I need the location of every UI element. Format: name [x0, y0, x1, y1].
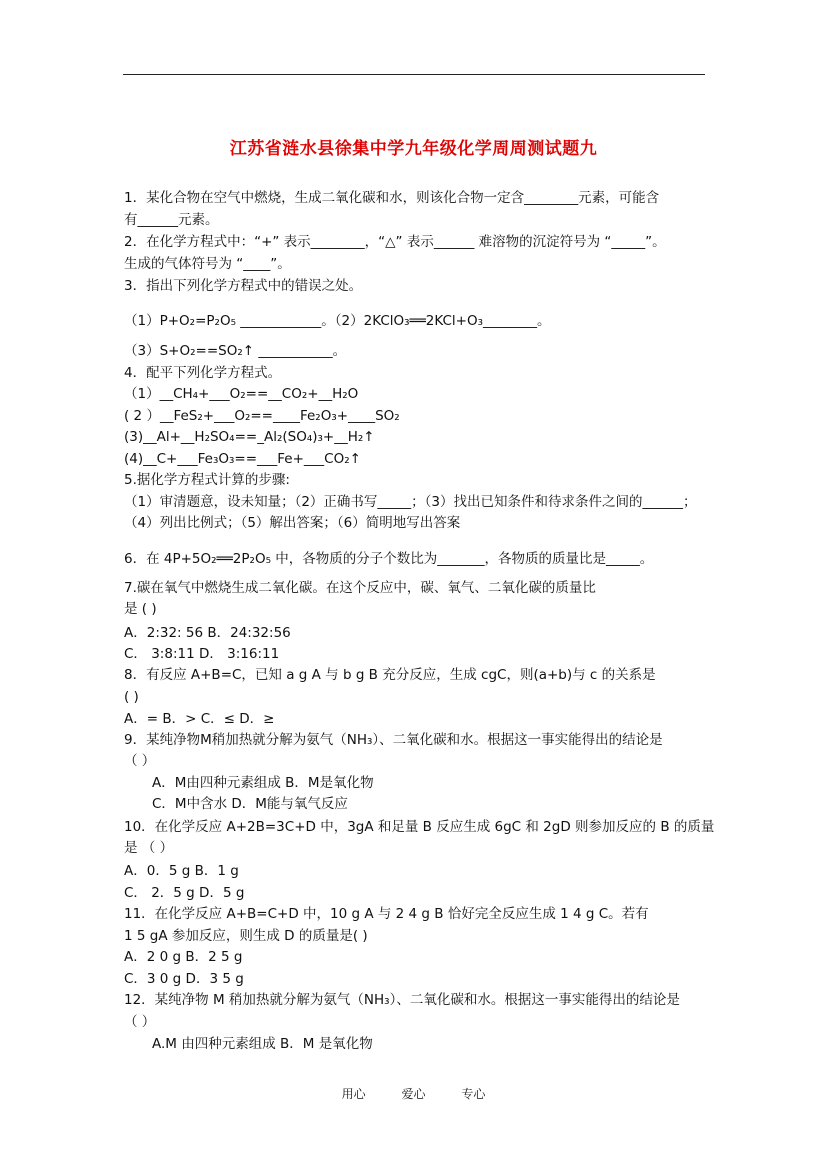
text-line: （4）列出比例式；（5）解出答案；（6）简明地写出答案	[124, 515, 461, 531]
text-line: A．M由四种元素组成 B．M是氧化物	[152, 775, 374, 791]
page-footer	[0, 1085, 827, 1102]
text-line: 4．配平下列化学方程式。	[124, 365, 282, 381]
text-line: 6．在 4P+5O₂══2P₂O₅ 中，各物质的分子个数比为_______，各物质的质量比是_____。	[124, 551, 654, 567]
page-title: 江苏省涟水县徐集中学九年级化学周周测试题九	[229, 139, 598, 159]
text-line: C． 2．5 g D．5 g	[124, 885, 245, 901]
text-line: 3．指出下列化学方程式中的错误之处。	[124, 278, 363, 294]
text-line: （ ）	[124, 1014, 156, 1030]
text-line: A．2:32: 56 B．24:32:56	[124, 625, 291, 641]
text-line: （1）__CH₄+___O₂==__CO₂+__H₂O	[124, 386, 359, 402]
text-line: 7.碳在氧气中燃烧生成二氧化碳。在这个反应中，碳、氧气、二氧化碳的质量比	[124, 580, 596, 596]
text-line: A．= B．> C．≤ D．≥	[124, 711, 275, 727]
text-line: C．3 0 g D．3 5 g	[124, 971, 244, 987]
text-line: 10．在化学反应 A+2B=3C+D 中，3gA 和足量 B 反应生成 6gC 和 2gD 则参加反应的 B 的质量	[124, 819, 715, 835]
text-line: 1．某化合物在空气中燃烧，生成二氧化碳和水，则该化合物一定含________元素，可能含	[124, 190, 660, 206]
text-line: ( 2 ）__FeS₂+___O₂==____Fe₂O₃+____SO₂	[124, 408, 400, 424]
header-rule	[123, 74, 705, 75]
text-line: 9．某纯净物M稍加热就分解为氨气（NH₃）、二氧化碳和水。根据这一事实能得出的结论是	[124, 732, 663, 748]
text-line: 5.据化学方程式计算的步骤:	[124, 472, 290, 488]
text-line: C． 3:8:11 D． 3:16:11	[124, 646, 280, 662]
text-line: 8．有反应 A+B=C，已知 a g A 与 b g B 充分反应，生成 cgC，则(a+b)与 c 的关系是	[124, 667, 656, 683]
text-line: 2．在化学方程式中：“+” 表示________，“△” 表示______ 难溶物的沉淀符号为 “_____”。	[124, 234, 666, 250]
text-line: 生成的气体符号为 “____”。	[124, 256, 291, 272]
text-line: （3）S+O₂==SO₂↑ ___________。	[124, 343, 347, 359]
text-line: 1 5 gA 参加反应，则生成 D 的质量是( )	[124, 928, 368, 944]
text-line: A．2 0 g B．2 5 g	[124, 949, 243, 965]
text-line: (4)__C+___Fe₃O₃==___Fe+___CO₂↑	[124, 451, 361, 467]
footer-text: 专心	[461, 1087, 486, 1101]
text-line: 是 ( )	[124, 601, 157, 617]
footer-text: 用心	[341, 1087, 366, 1101]
text-line: （ ）	[124, 753, 156, 769]
text-line: A.M 由四种元素组成 B．M 是氧化物	[152, 1036, 373, 1052]
footer-text: 爱心	[401, 1087, 426, 1101]
text-line: 是 （ ）	[124, 840, 174, 856]
text-line: 12．某纯净物 M 稍加热就分解为氨气（NH₃）、二氧化碳和水。根据这一事实能得出的结论是	[124, 992, 680, 1008]
text-line: C．M中含水 D．M能与氧气反应	[152, 796, 348, 812]
text-line: 11．在化学反应 A+B=C+D 中，10 g A 与 2 4 g B 恰好完全反应生成 1 4 g C。若有	[124, 906, 649, 922]
text-line: (3)__Al+__H₂SO₄==_Al₂(SO₄)₃+__H₂↑	[124, 429, 375, 445]
text-line: ( )	[124, 689, 139, 705]
text-line: 有______元素。	[124, 212, 219, 228]
text-line: A．0．5 g B．1 g	[124, 863, 239, 879]
text-line: （1）审清题意，设未知量；（2）正确书写_____；（3）找出已知条件和待求条件之间的______；	[124, 494, 697, 510]
text-line: （1）P+O₂=P₂O₅ ____________。（2）2KClO₃══2KCl+O₃________。	[124, 313, 551, 329]
